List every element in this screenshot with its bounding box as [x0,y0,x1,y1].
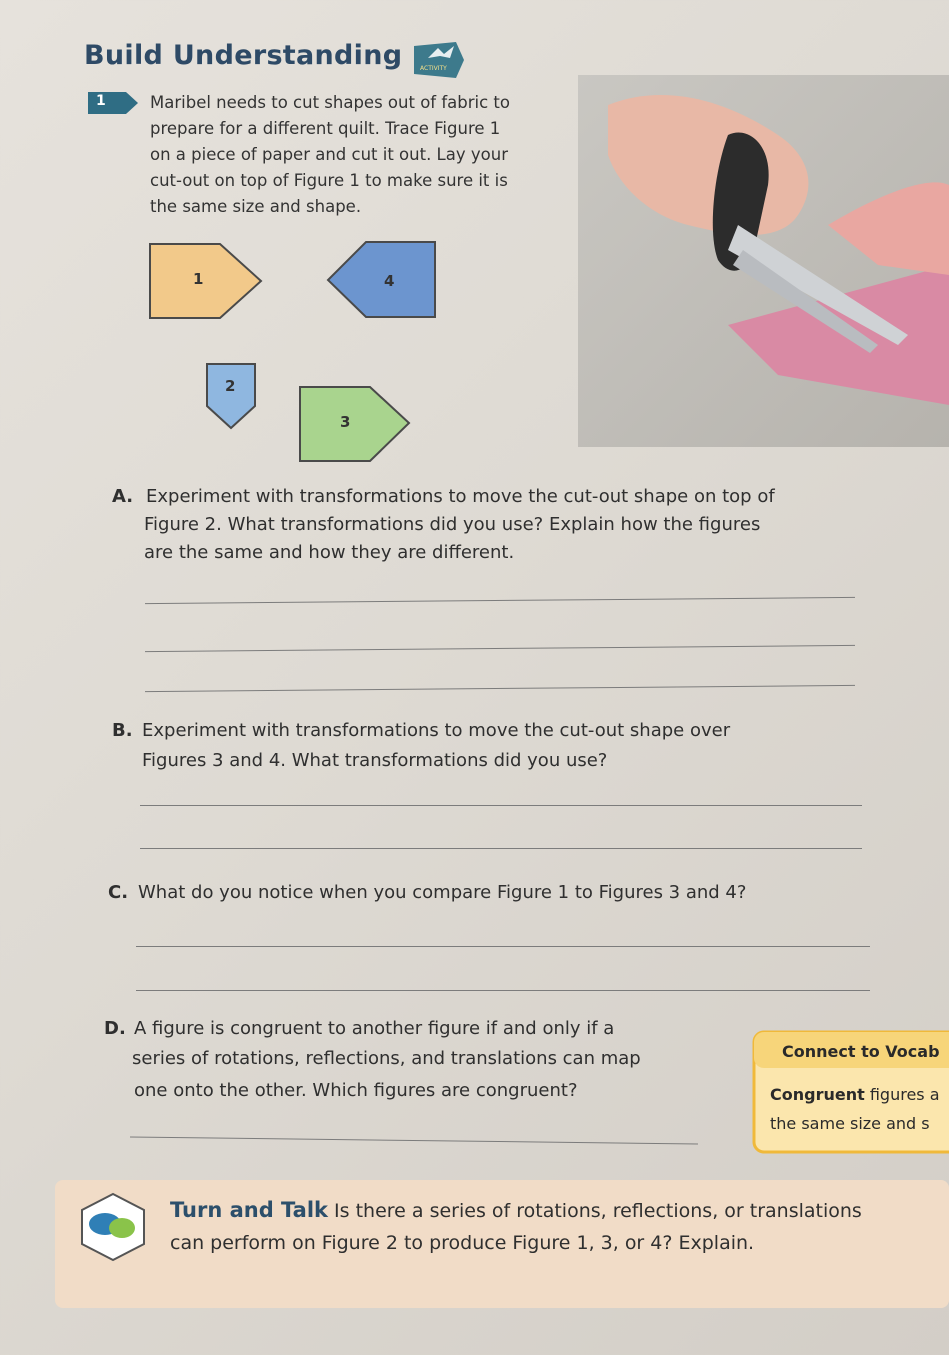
question-a-line: Experiment with transformations to move the cut-out shape on top of [146,486,775,507]
turn-and-talk-text [170,1194,949,1259]
question-a-letter: A. [112,486,134,507]
answer-line[interactable] [136,946,870,947]
turn-and-talk-icon [78,1192,148,1262]
figure-3-shape [300,387,409,461]
figure-4 [326,240,438,320]
question-d-line: series of rotations, reflections, and translations can map [132,1048,641,1069]
figure-2-label: 2 [225,377,236,395]
figure-1 [148,242,264,320]
vocab-line-2: the same size and s [770,1114,930,1133]
intro-line: Maribel needs to cut shapes out of fabric to [150,93,510,112]
turn-and-talk-line-1: Is there a series of rotations, reflections, or translations [328,1200,862,1222]
answer-line[interactable] [136,990,870,991]
question-c-letter: C. [108,882,129,903]
section-title: Build Understanding [84,40,403,71]
figure-2 [205,362,257,430]
figure-3 [298,385,412,463]
turn-and-talk-line-2: can perform on Figure 2 to produce Figure 1, 3, or 4? Explain. [170,1232,755,1254]
vocab-title: Connect to Vocab [782,1042,940,1061]
question-c-line: What do you notice when you compare Figure 1 to Figures 3 and 4? [138,882,747,903]
turn-and-talk-heading: Turn and Talk [170,1198,329,1222]
activity-badge-label: ACTIVITY [420,65,447,72]
figure-1-shape [150,244,261,318]
figure-2-shape [207,364,255,428]
scissors-photo [578,75,949,447]
question-d-line: A figure is congruent to another figure if and only if a [134,1018,615,1039]
answer-line[interactable] [145,597,855,604]
question-b-letter: B. [112,720,133,741]
figure-1-label: 1 [193,270,204,288]
answer-line[interactable] [130,1137,698,1145]
intro-line: prepare for a different quilt. Trace Figure 1 [150,119,501,138]
step-number: 1 [96,93,106,109]
question-b-line: Experiment with transformations to move the cut-out shape over [142,720,731,741]
activity-badge-icon [410,40,466,80]
vocab-line-1: figures a [864,1085,940,1104]
question-d-letter: D. [104,1018,126,1039]
question-a-line: are the same and how they are different. [144,542,515,563]
vocab-term: Congruent [770,1085,865,1104]
answer-line[interactable] [140,848,862,849]
answer-line[interactable] [145,645,855,652]
activity-badge-shape [414,42,464,78]
figure-4-shape [328,242,435,317]
question-a-line: Figure 2. What transformations did you use? Explain how the figures [144,514,761,535]
figure-3-label: 3 [340,413,351,431]
intro-line: on a piece of paper and cut it out. Lay your [150,145,508,164]
answer-line[interactable] [140,805,862,806]
question-b-line: Figures 3 and 4. What transformations did you use? [142,750,608,771]
figure-4-label: 4 [384,272,395,290]
intro-line: cut-out on top of Figure 1 to make sure it is [150,171,508,190]
speech-bubble-green [109,1218,135,1238]
vocab-definition [770,1080,940,1138]
question-d-line: one onto the other. Which figures are congruent? [134,1080,578,1101]
intro-paragraph [150,90,560,220]
intro-line: the same size and shape. [150,197,362,216]
answer-line[interactable] [145,685,855,692]
